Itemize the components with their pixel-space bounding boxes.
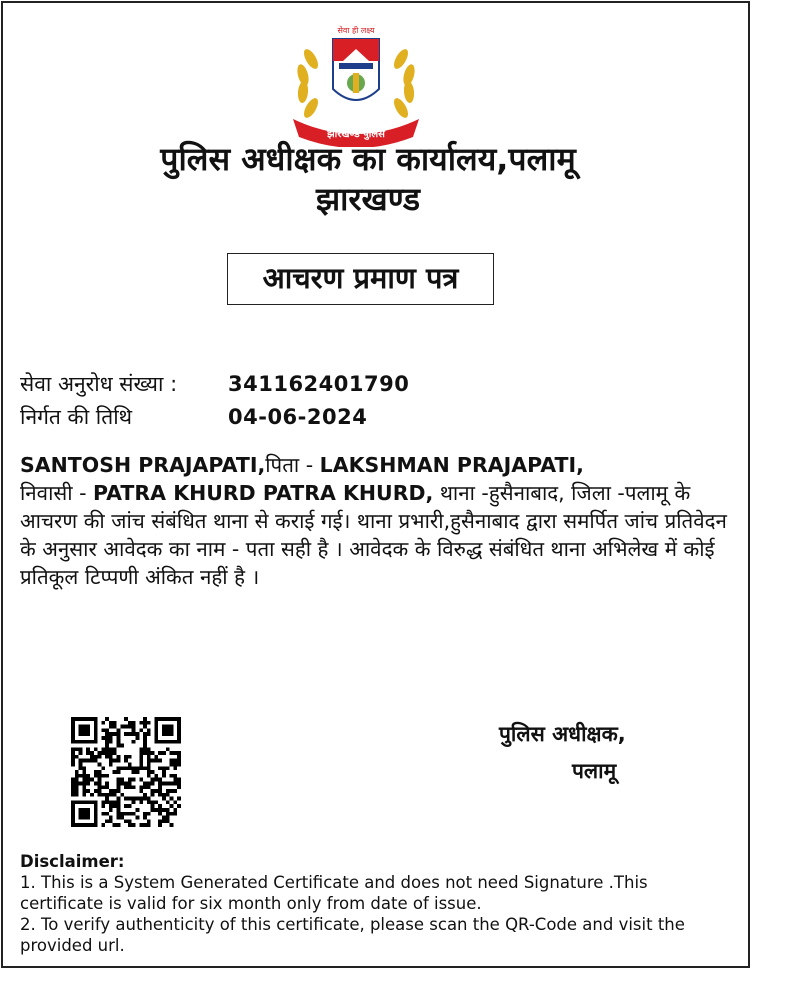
emblem-banner: झारखण्ड पुलिस: [327, 129, 385, 140]
signatory-place: पलामू: [572, 759, 617, 783]
jharkhand-police-emblem: [281, 19, 431, 147]
issue-date-label: निर्गत की तिथि: [20, 405, 133, 429]
father-name: LAKSHMAN PRAJAPATI,: [319, 453, 584, 477]
issue-date-value: 04-06-2024: [228, 405, 368, 429]
disclaimer-point-2: 2. To verify authenticity of this certificate, please scan the QR-Code and visit the provided url.: [20, 915, 685, 955]
applicant-name: SANTOSH PRAJAPATI,: [20, 453, 266, 477]
disclaimer: [20, 851, 720, 956]
verification-qr-code[interactable]: [71, 717, 181, 827]
request-number-label: सेवा अनुरोध संख्या :: [20, 372, 178, 396]
certificate-title: आचरण प्रमाण पत्र: [227, 253, 494, 305]
issue-date-row: [20, 402, 368, 432]
disclaimer-point-1: 1. This is a System Generated Certificate and does not need Signature .This certificate is valid for six month only from date of issue.: [20, 873, 648, 913]
office-title: पुलिस अधीक्षक का कार्यालय,पलामू: [160, 140, 576, 178]
request-number-row: [20, 369, 410, 399]
office-state: झारखण्ड: [315, 180, 421, 218]
certificate-page: [1, 1, 750, 968]
certificate-statement: थाना -हुसैनाबाद, जिला -पलामू के आचरण की जांच संबंधित थाना से कराई गई। थाना प्रभारी,हुसैनाबाद द्वारा समर्पित जांच प्रतिवेदन के अनुसार आवेदक का नाम - पता सही है । आवेदक के विरुद्ध संबंधित थाना अभिलेख में कोई प्रतिकूल टिप्पणी अंकित नहीं है ।: [20, 481, 727, 589]
father-label: पिता -: [265, 453, 320, 477]
emblem-motto: सेवा ही लक्ष्य: [337, 26, 375, 35]
disclaimer-heading: Disclaimer:: [20, 852, 125, 871]
signatory-designation: पुलिस अधीक्षक,: [499, 722, 626, 746]
applicant-address: PATRA KHURD PATRA KHURD,: [93, 481, 434, 505]
resident-label: निवासी -: [20, 481, 93, 505]
request-number-value: 341162401790: [228, 372, 410, 396]
certificate-body: [20, 451, 745, 591]
